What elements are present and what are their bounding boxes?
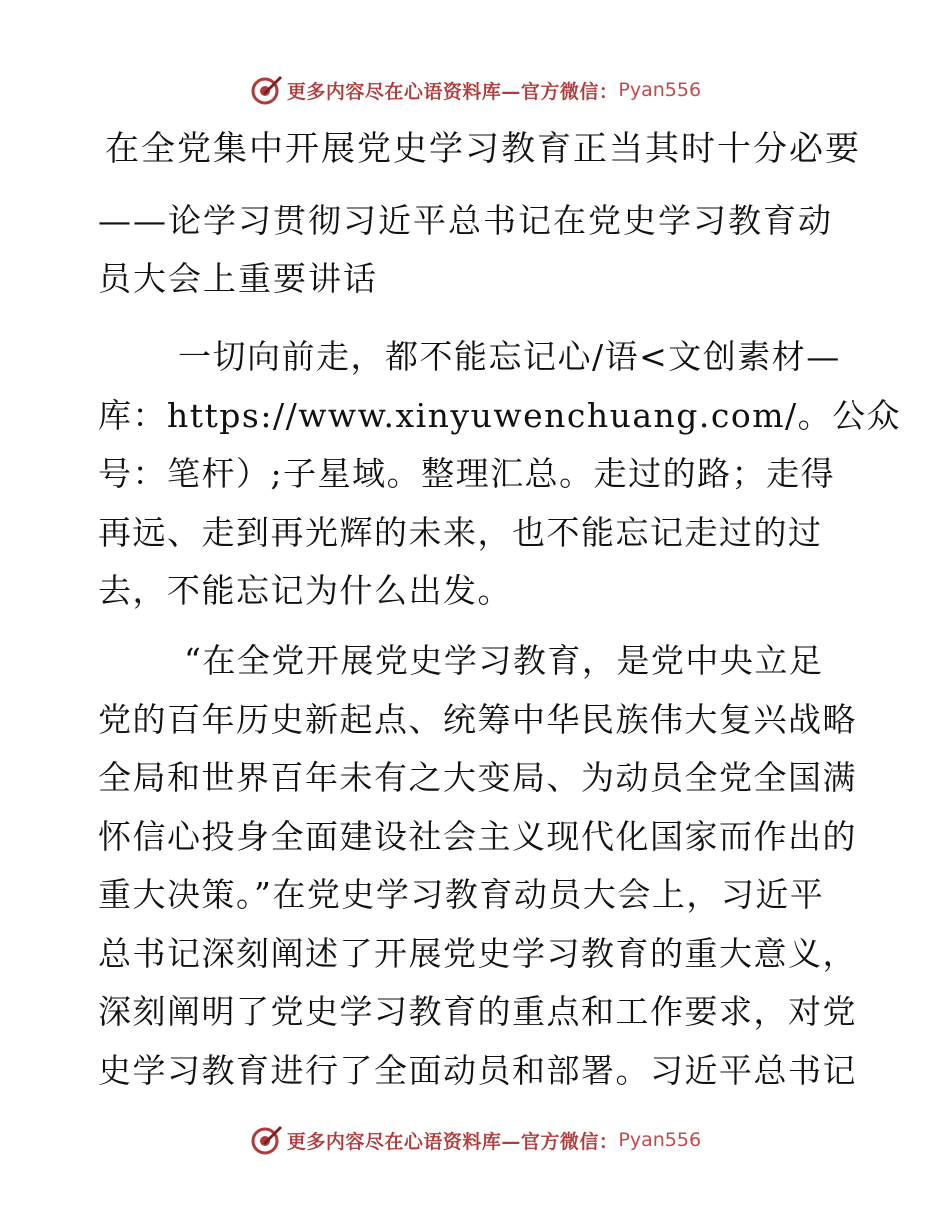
document-subtitle xyxy=(98,192,850,308)
document-title: 在全党集中开展党史学习教育正当其时十分必要 xyxy=(105,129,861,169)
subtitle-line: ——论学习贯彻习近平总书记在党史学习教育动 xyxy=(98,201,833,240)
paragraph-line: 史学习教育进行了全面动员和部署。习近平总书记 xyxy=(98,1050,857,1090)
paragraph-line: “在全党开展党史学习教育，是党中央立足 xyxy=(184,641,824,680)
footer-watermark-banner xyxy=(0,1118,950,1162)
paragraph-line: 深刻阐明了党史学习教育的重点和工作要求，对党 xyxy=(98,992,857,1031)
banner-text: 更多内容尽在心语资料库—官方微信： xyxy=(286,1130,619,1153)
subtitle-line: 员大会上重要讲话 xyxy=(98,259,378,298)
paragraph-line: 再远、走到再光辉的未来，也不能忘记走过的过 xyxy=(98,512,823,552)
banner-text: 更多内容尽在心语资料库—官方微信： xyxy=(286,80,619,103)
paragraph-1 xyxy=(98,328,902,621)
paragraph-line: 去，不能忘记为什么出发。 xyxy=(98,571,512,610)
paragraph-line: 党的百年历史新起点、统筹中华民族伟大复兴战略 xyxy=(98,699,857,739)
paragraph-line: 号：笔杆）;子星域。整理汇总。走过的路；走得 xyxy=(98,454,836,493)
paragraph-2 xyxy=(98,632,857,1100)
paragraph-line: 库：https://www.xinyuwenchuang.com/。公众 xyxy=(98,395,902,435)
paragraph-line: 怀信心投身全面建设社会主义现代化国家而作出的 xyxy=(98,816,857,856)
paragraph-line: 一切向前走，都不能忘记心/语<文创素材— xyxy=(178,337,841,376)
banner-wechat-id: Pyan556 xyxy=(618,79,702,101)
paragraph-line: 全局和世界百年未有之大变局、为动员全党全国满 xyxy=(98,758,857,797)
quill-logo-icon xyxy=(249,1123,283,1157)
quill-logo-icon xyxy=(249,73,283,107)
paragraph-line: 总书记深刻阐述了开展党史学习教育的重大意义， xyxy=(98,933,857,973)
banner-wechat-id: Pyan556 xyxy=(618,1129,702,1151)
paragraph-line: 重大决策。”在党史学习教育动员大会上，习近平 xyxy=(98,875,825,914)
header-watermark-banner xyxy=(0,68,950,112)
